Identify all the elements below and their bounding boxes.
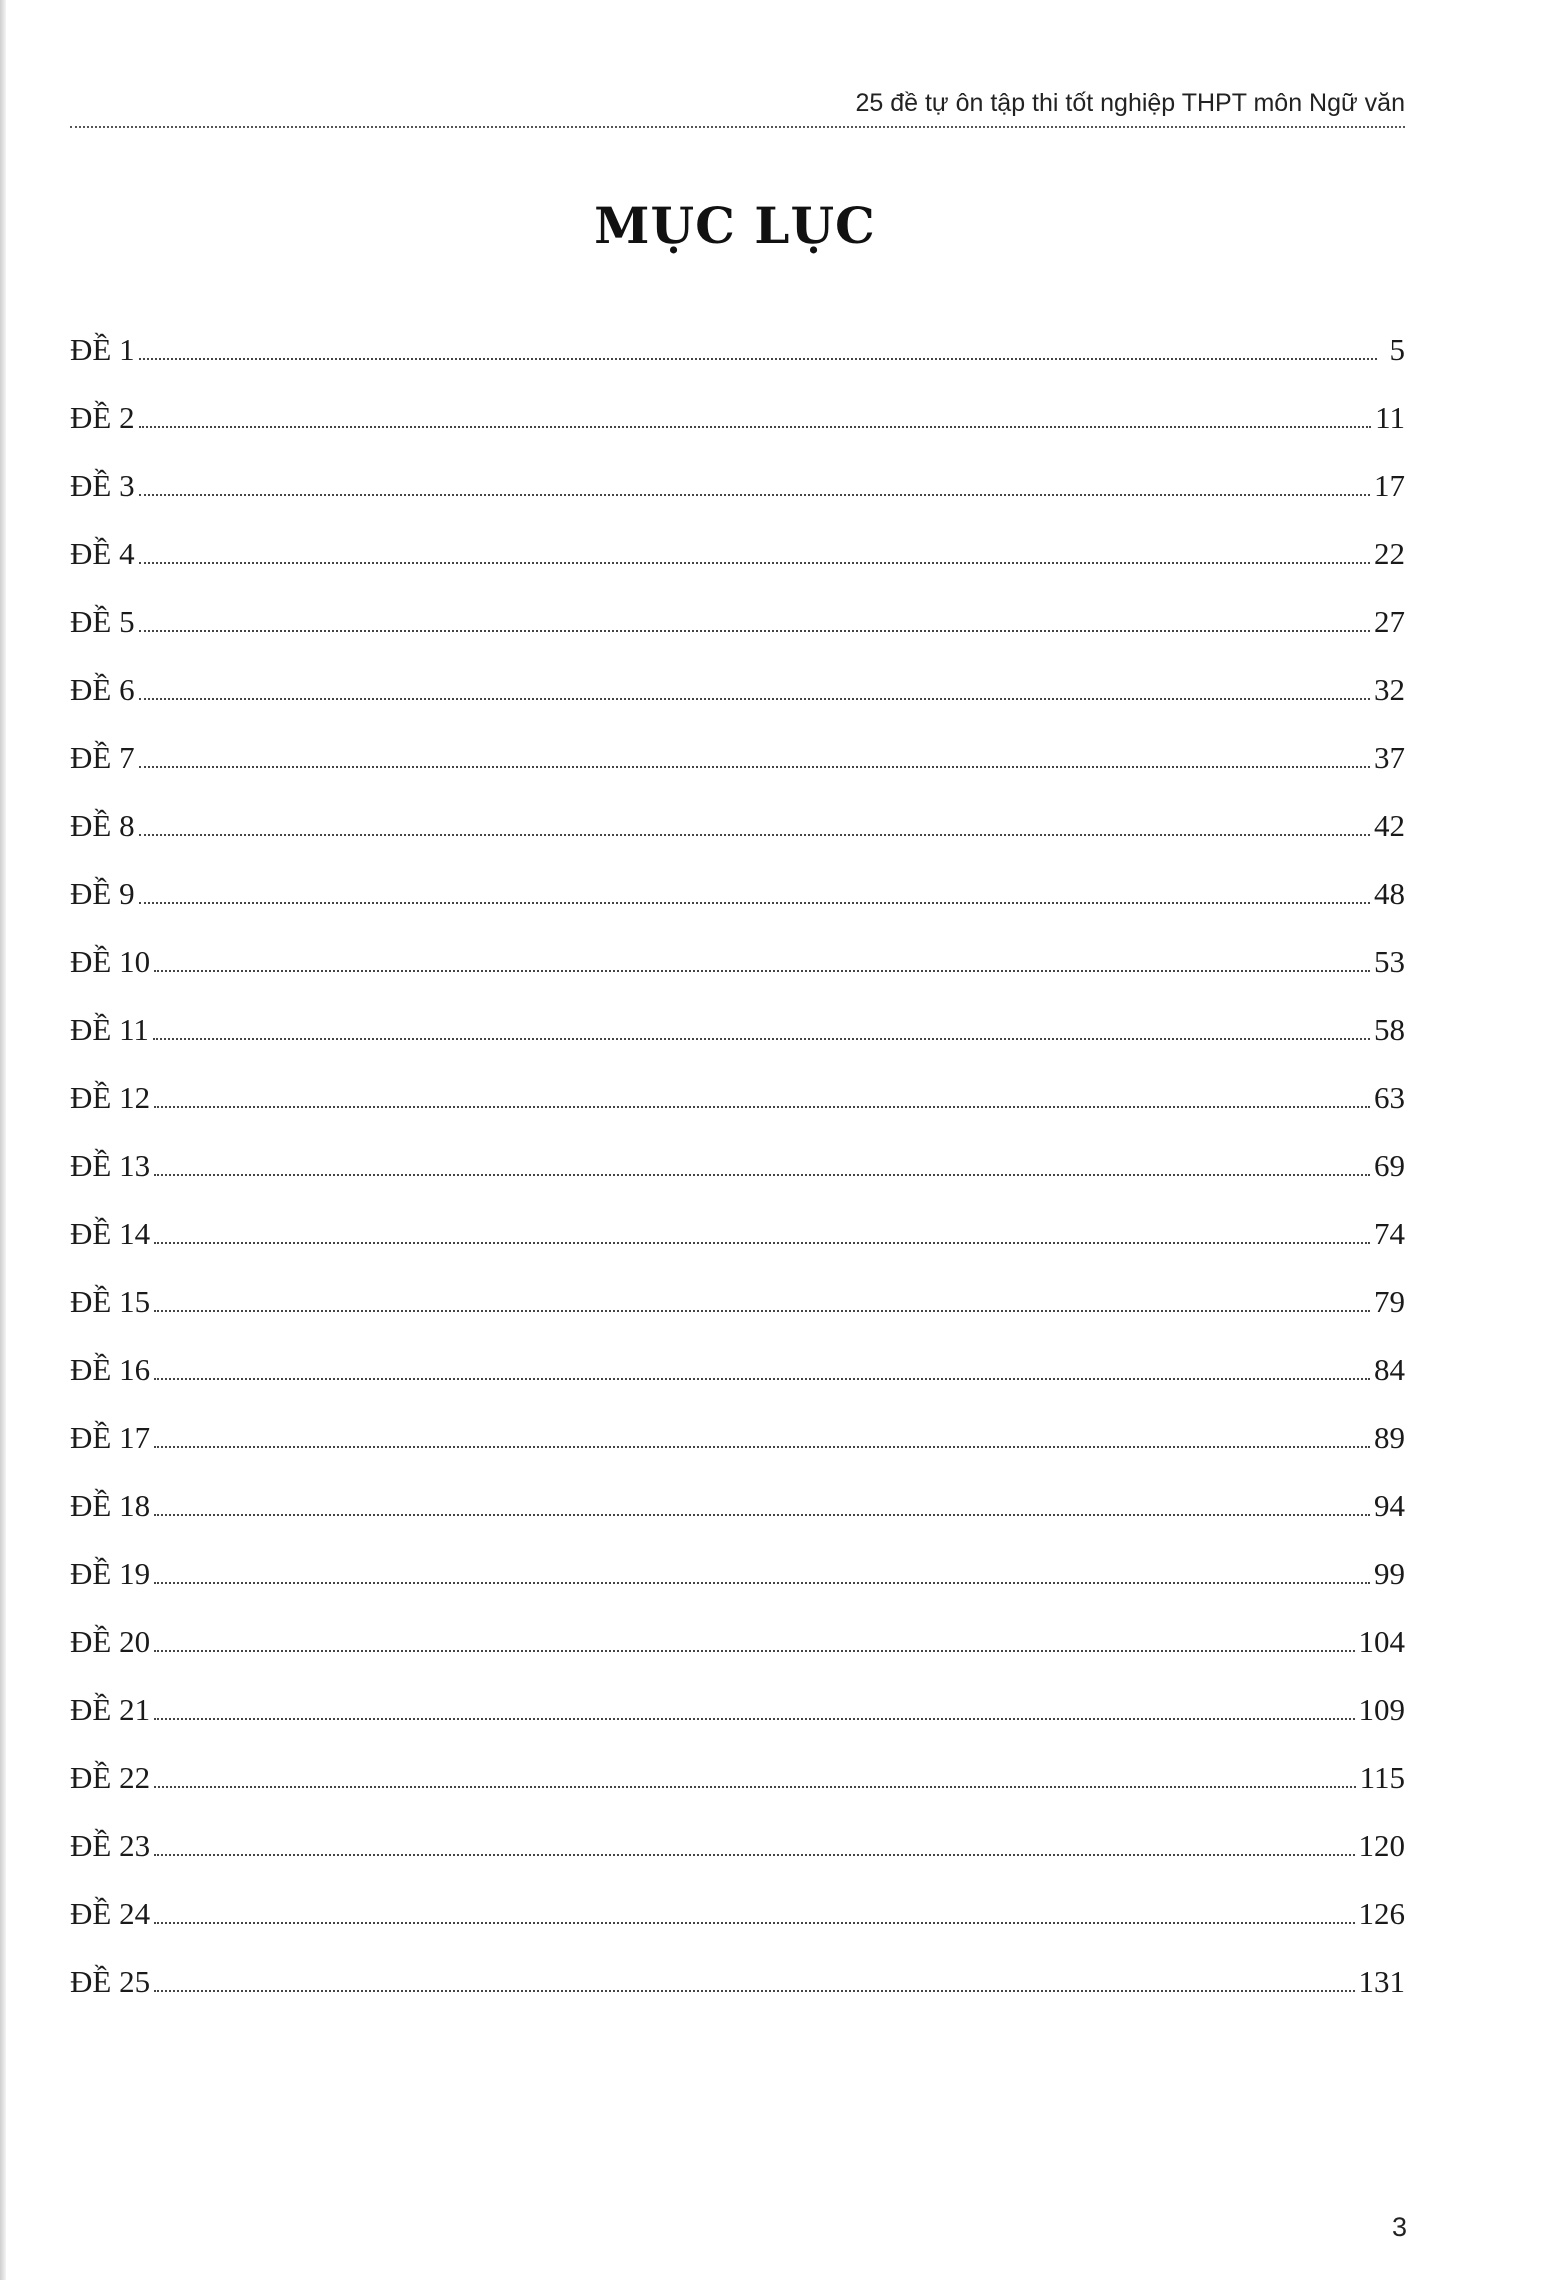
toc-entry-label: ĐỀ 13 xyxy=(70,1148,151,1183)
toc-entry[interactable] xyxy=(70,1592,1405,1660)
toc-entry[interactable] xyxy=(70,912,1405,980)
toc-entry-label: ĐỀ 1 xyxy=(70,332,135,367)
toc-entry-page-number: 69 xyxy=(1374,1148,1405,1183)
dot-leader xyxy=(154,1106,1370,1108)
toc-entry-label: ĐỀ 9 xyxy=(70,876,135,911)
toc-entry[interactable] xyxy=(70,1388,1405,1456)
toc-entry-page-number: 32 xyxy=(1374,672,1405,707)
toc-entry-page-number: 11 xyxy=(1375,400,1405,435)
toc-entry[interactable] xyxy=(70,1660,1405,1728)
toc-entry[interactable] xyxy=(70,1252,1405,1320)
dot-leader xyxy=(139,562,1370,564)
toc-entry-label: ĐỀ 12 xyxy=(70,1080,151,1115)
toc-entry-page-number: 131 xyxy=(1358,1964,1405,1999)
toc-entry[interactable] xyxy=(70,300,1405,368)
toc-entry-page-number: 17 xyxy=(1374,468,1405,503)
dot-leader xyxy=(139,902,1370,904)
toc-entry-label: ĐỀ 3 xyxy=(70,468,135,503)
toc-entry-page-number: 58 xyxy=(1374,1012,1405,1047)
toc-entry-label: ĐỀ 5 xyxy=(70,604,135,639)
page-number: 3 xyxy=(1392,2212,1408,2242)
dot-leader xyxy=(154,1514,1370,1516)
toc-entry-page-number: 126 xyxy=(1358,1896,1405,1931)
toc-entry-page-number: 27 xyxy=(1374,604,1405,639)
toc-entry[interactable] xyxy=(70,980,1405,1048)
toc-entry[interactable] xyxy=(70,708,1405,776)
toc-entry[interactable] xyxy=(70,1116,1405,1184)
toc-entry-page-number: 37 xyxy=(1374,740,1405,775)
toc-entry-page-number: 53 xyxy=(1374,944,1405,979)
dot-leader xyxy=(154,1378,1370,1380)
toc-entry-page-number: 109 xyxy=(1358,1692,1405,1727)
dot-leader xyxy=(154,1582,1370,1584)
dot-leader xyxy=(139,426,1372,428)
toc-entry-label: ĐỀ 24 xyxy=(70,1896,151,1931)
toc-entry[interactable] xyxy=(70,1184,1405,1252)
dot-leader xyxy=(154,1310,1370,1312)
toc-entry-label: ĐỀ 2 xyxy=(70,400,135,435)
toc-entry-page-number: 42 xyxy=(1374,808,1405,843)
toc-entry-label: ĐỀ 6 xyxy=(70,672,135,707)
toc-entry[interactable] xyxy=(70,1932,1405,2000)
toc-entry[interactable] xyxy=(70,1048,1405,1116)
toc-entry[interactable] xyxy=(70,436,1405,504)
running-header xyxy=(70,78,1405,128)
toc-title: MỤC LỤC xyxy=(594,196,876,255)
toc-entry[interactable] xyxy=(70,640,1405,708)
toc-entry-label: ĐỀ 22 xyxy=(70,1760,151,1795)
toc-entry-page-number: 48 xyxy=(1374,876,1405,911)
toc-entry-label: ĐỀ 19 xyxy=(70,1556,151,1591)
toc-entry-label: ĐỀ 8 xyxy=(70,808,135,843)
dot-leader xyxy=(154,1718,1354,1720)
toc-entry-page-number: 84 xyxy=(1374,1352,1405,1387)
toc-entry-label: ĐỀ 18 xyxy=(70,1488,151,1523)
toc-entry[interactable] xyxy=(70,776,1405,844)
toc-entry-label: ĐỀ 10 xyxy=(70,944,151,979)
toc-entry[interactable] xyxy=(70,844,1405,912)
toc-entry[interactable] xyxy=(70,1456,1405,1524)
toc-entry-page-number: 115 xyxy=(1359,1760,1405,1795)
toc-entry-label: ĐỀ 4 xyxy=(70,536,135,571)
dot-leader xyxy=(154,1854,1354,1856)
dot-leader xyxy=(139,766,1370,768)
dot-leader xyxy=(154,1242,1370,1244)
toc-entry-label: ĐỀ 25 xyxy=(70,1964,151,1999)
toc-entry[interactable] xyxy=(70,1524,1405,1592)
toc-entry[interactable] xyxy=(70,1728,1405,1796)
dot-leader xyxy=(139,630,1370,632)
dot-leader xyxy=(154,970,1370,972)
header-title: 25 đề tự ôn tập thi tốt nghiệp THPT môn Ngữ văn xyxy=(855,89,1405,117)
dot-leader xyxy=(154,1650,1354,1652)
toc-entry-label: ĐỀ 7 xyxy=(70,740,135,775)
dot-leader xyxy=(139,834,1370,836)
toc-entry-page-number: 104 xyxy=(1358,1624,1405,1659)
dot-leader xyxy=(154,1174,1370,1176)
toc-entry-page-number: 22 xyxy=(1374,536,1405,571)
dot-leader xyxy=(154,1786,1356,1788)
toc-entry-label: ĐỀ 14 xyxy=(70,1216,151,1251)
dot-leader xyxy=(154,1922,1354,1924)
toc-entry-page-number: 5 xyxy=(1389,332,1405,367)
dot-leader xyxy=(139,698,1370,700)
toc-entry[interactable] xyxy=(70,504,1405,572)
toc-entry-page-number: 79 xyxy=(1374,1284,1405,1319)
toc-entry-page-number: 74 xyxy=(1374,1216,1405,1251)
toc-entry-label: ĐỀ 21 xyxy=(70,1692,151,1727)
toc-entry[interactable] xyxy=(70,1320,1405,1388)
toc-entry-label: ĐỀ 16 xyxy=(70,1352,151,1387)
toc-entry-label: ĐỀ 17 xyxy=(70,1420,151,1455)
dot-leader xyxy=(154,1990,1354,1992)
toc-entry[interactable] xyxy=(70,1864,1405,1932)
toc-entry[interactable] xyxy=(70,572,1405,640)
toc-entry-label: ĐỀ 15 xyxy=(70,1284,151,1319)
toc-entry-label: ĐỀ 23 xyxy=(70,1828,151,1863)
dot-leader xyxy=(139,494,1370,496)
toc-entry-page-number: 120 xyxy=(1358,1828,1405,1863)
toc-entry-page-number: 99 xyxy=(1374,1556,1405,1591)
toc-entry-page-number: 94 xyxy=(1374,1488,1405,1523)
dot-leader xyxy=(153,1038,1370,1040)
toc-list xyxy=(70,300,1405,2000)
page-left-edge-shadow xyxy=(0,0,6,2280)
toc-entry[interactable] xyxy=(70,368,1405,436)
dot-leader xyxy=(154,1446,1370,1448)
toc-entry-page-number: 89 xyxy=(1374,1420,1405,1455)
toc-entry-label: ĐỀ 11 xyxy=(70,1012,149,1047)
dot-leader xyxy=(139,358,1377,360)
toc-entry[interactable] xyxy=(70,1796,1405,1864)
toc-entry-page-number: 63 xyxy=(1374,1080,1405,1115)
toc-entry-label: ĐỀ 20 xyxy=(70,1624,151,1659)
